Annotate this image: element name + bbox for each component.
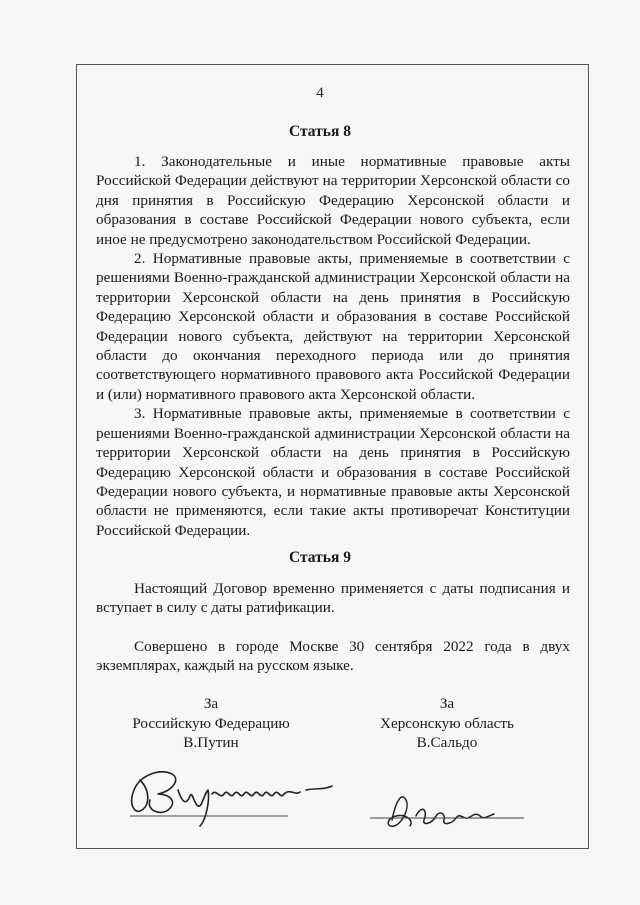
article-8-paragraph-2: 2. Нормативные правовые акты, применяемые в соответствии с решениями Военно-гражданской администрации Херсонской области на территории Херсонской области на день принятия в Российскую Федерацию Херсонской области и образования в составе Российской Федерации нового субъекта, действуют на территории Херсонской области до окончания переходного периода или до принятия соответствующего нормативного правового акта Российской Федерации и (или) нормативного правового акта Херсонской области. (96, 250, 570, 403)
page-number: 4 (316, 85, 324, 101)
signatory-right (332, 694, 562, 753)
signature-right-image (362, 780, 542, 840)
signatory-right-party: Херсонскую область (380, 714, 514, 732)
signatory-left-for: За (203, 695, 219, 712)
signatory-left-party: Российскую Федерацию (132, 714, 290, 732)
article-8-paragraph-1: 1. Законодательные и иные нормативные правовые акты Российской Федерации действуют на территории Херсонской области со дня принятия в Российскую Федерацию Херсонской области и образования в составе Российской Федерации нового субъекта, если иное не предусмотрено законодательством Российской Федерации. (96, 153, 570, 248)
signatory-left (96, 694, 326, 753)
article-9-body (96, 579, 570, 676)
signatory-right-for: За (439, 695, 455, 712)
signature-left-image (120, 760, 360, 830)
article-8-paragraph-3: 3. Нормативные правовые акты, применяемые в соответствии с решениями Военно-гражданской администрации Херсонской области на территории Херсонской области на день принятия в Российскую Федерацию Херсонской области и образования в составе Российской Федерации нового субъекта, и нормативные правовые акты Херсонской области не применяются, если такие акты противоречат Конституции Российской Федерации. (96, 405, 570, 539)
article-9-paragraph-1: Настоящий Договор временно применяется с даты подписания и вступает в силу с даты ратификации. (96, 580, 570, 617)
signatory-right-name: В.Сальдо (416, 734, 478, 751)
article-9-heading: Статья 9 (289, 549, 351, 566)
article-9-paragraph-2: Совершено в городе Москве 30 сентября 2022 года в двух экземплярах, каждый на русском языке. (96, 637, 570, 675)
signatory-left-name: В.Путин (183, 734, 239, 751)
article-8-heading: Статья 8 (289, 123, 351, 140)
article-8-body (96, 152, 570, 540)
